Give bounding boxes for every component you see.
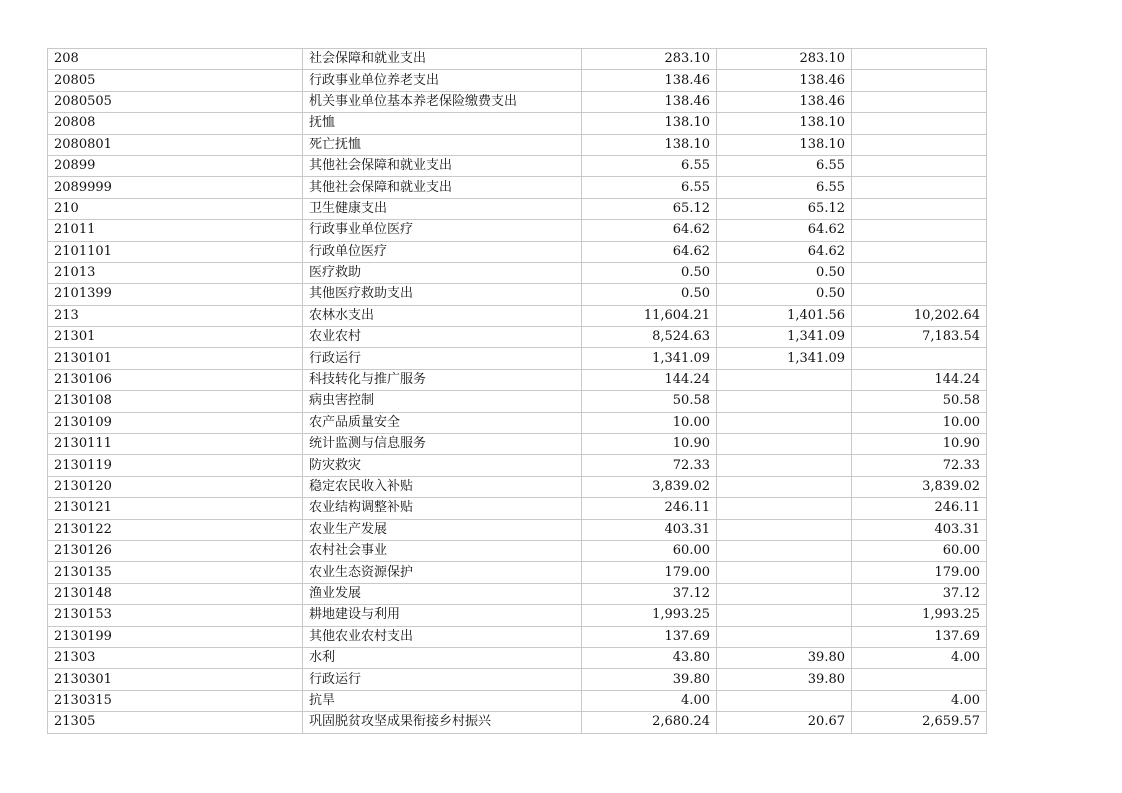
cell-account-code: 2080801: [48, 134, 303, 155]
table-row: [48, 391, 987, 412]
table-row: [48, 434, 987, 455]
cell-account-name: 行政运行: [303, 348, 582, 369]
cell-account-code: 2130119: [48, 455, 303, 476]
cell-account-code: 2130108: [48, 391, 303, 412]
table-row: [48, 498, 987, 519]
cell-account-code: 2130106: [48, 369, 303, 390]
table-row: [48, 305, 987, 326]
cell-project-expenditure: 72.33: [852, 455, 987, 476]
cell-account-name: 巩固脱贫攻坚成果衔接乡村振兴: [303, 712, 582, 733]
cell-basic-expenditure: [717, 519, 852, 540]
cell-total: 6.55: [582, 155, 717, 176]
cell-total: 179.00: [582, 562, 717, 583]
cell-project-expenditure: 4.00: [852, 690, 987, 711]
table-row: [48, 177, 987, 198]
cell-account-name: 行政事业单位医疗: [303, 220, 582, 241]
cell-project-expenditure: [852, 284, 987, 305]
cell-account-code: 210: [48, 198, 303, 219]
cell-account-name: 抚恤: [303, 113, 582, 134]
table-row: [48, 70, 987, 91]
cell-account-name: 其他医疗救助支出: [303, 284, 582, 305]
cell-total: 137.69: [582, 626, 717, 647]
cell-total: 10.00: [582, 412, 717, 433]
cell-basic-expenditure: 1,341.09: [717, 327, 852, 348]
cell-basic-expenditure: 0.50: [717, 262, 852, 283]
cell-project-expenditure: 37.12: [852, 583, 987, 604]
cell-account-name: 农产品质量安全: [303, 412, 582, 433]
table-row: [48, 669, 987, 690]
table-row: [48, 134, 987, 155]
cell-project-expenditure: 7,183.54: [852, 327, 987, 348]
cell-basic-expenditure: [717, 583, 852, 604]
table-row: [48, 540, 987, 561]
cell-total: 37.12: [582, 583, 717, 604]
cell-basic-expenditure: 6.55: [717, 155, 852, 176]
cell-account-code: 2130111: [48, 434, 303, 455]
expenditure-table: [47, 48, 987, 734]
cell-total: 64.62: [582, 220, 717, 241]
cell-total: 138.10: [582, 134, 717, 155]
cell-basic-expenditure: [717, 434, 852, 455]
cell-project-expenditure: 137.69: [852, 626, 987, 647]
cell-account-code: 20899: [48, 155, 303, 176]
cell-account-name: 农业生态资源保护: [303, 562, 582, 583]
cell-account-code: 2130101: [48, 348, 303, 369]
cell-total: 11,604.21: [582, 305, 717, 326]
table-row: [48, 220, 987, 241]
cell-total: 39.80: [582, 669, 717, 690]
cell-account-name: 防灾救灾: [303, 455, 582, 476]
cell-account-code: 2089999: [48, 177, 303, 198]
table-row: [48, 113, 987, 134]
cell-account-code: 21305: [48, 712, 303, 733]
cell-total: 10.90: [582, 434, 717, 455]
cell-account-code: 21303: [48, 647, 303, 668]
cell-project-expenditure: [852, 134, 987, 155]
cell-project-expenditure: 144.24: [852, 369, 987, 390]
cell-basic-expenditure: [717, 605, 852, 626]
cell-basic-expenditure: [717, 391, 852, 412]
cell-account-name: 病虫害控制: [303, 391, 582, 412]
cell-account-code: 2130315: [48, 690, 303, 711]
cell-total: 60.00: [582, 540, 717, 561]
cell-account-code: 213: [48, 305, 303, 326]
cell-project-expenditure: [852, 262, 987, 283]
cell-basic-expenditure: 1,341.09: [717, 348, 852, 369]
cell-account-name: 耕地建设与利用: [303, 605, 582, 626]
cell-account-name: 机关事业单位基本养老保险缴费支出: [303, 91, 582, 112]
cell-project-expenditure: [852, 177, 987, 198]
cell-total: 4.00: [582, 690, 717, 711]
table-row: [48, 241, 987, 262]
cell-account-name: 行政运行: [303, 669, 582, 690]
cell-basic-expenditure: 64.62: [717, 241, 852, 262]
cell-basic-expenditure: [717, 562, 852, 583]
cell-account-code: 21301: [48, 327, 303, 348]
cell-project-expenditure: 3,839.02: [852, 476, 987, 497]
cell-total: 72.33: [582, 455, 717, 476]
cell-total: 64.62: [582, 241, 717, 262]
table-row: [48, 198, 987, 219]
cell-account-code: 2130121: [48, 498, 303, 519]
table-row: [48, 412, 987, 433]
cell-project-expenditure: 10.00: [852, 412, 987, 433]
cell-account-name: 农业结构调整补贴: [303, 498, 582, 519]
cell-basic-expenditure: 138.10: [717, 134, 852, 155]
cell-account-name: 行政事业单位养老支出: [303, 70, 582, 91]
cell-total: 43.80: [582, 647, 717, 668]
table-row: [48, 348, 987, 369]
cell-account-name: 农业生产发展: [303, 519, 582, 540]
table-row: [48, 476, 987, 497]
cell-account-code: 2130135: [48, 562, 303, 583]
table-row: [48, 647, 987, 668]
cell-account-code: 2130148: [48, 583, 303, 604]
table-row: [48, 690, 987, 711]
cell-account-name: 农村社会事业: [303, 540, 582, 561]
cell-account-name: 行政单位医疗: [303, 241, 582, 262]
cell-basic-expenditure: 6.55: [717, 177, 852, 198]
cell-project-expenditure: 403.31: [852, 519, 987, 540]
cell-account-name: 渔业发展: [303, 583, 582, 604]
cell-project-expenditure: [852, 669, 987, 690]
cell-account-code: 20808: [48, 113, 303, 134]
cell-account-name: 水利: [303, 647, 582, 668]
table-body: [48, 49, 987, 734]
cell-basic-expenditure: [717, 498, 852, 519]
cell-total: 138.46: [582, 70, 717, 91]
cell-total: 8,524.63: [582, 327, 717, 348]
table-row: [48, 583, 987, 604]
cell-basic-expenditure: 39.80: [717, 647, 852, 668]
cell-account-code: 2130301: [48, 669, 303, 690]
table-row: [48, 91, 987, 112]
cell-project-expenditure: 10.90: [852, 434, 987, 455]
cell-account-name: 稳定农民收入补贴: [303, 476, 582, 497]
table-row: [48, 284, 987, 305]
cell-total: 65.12: [582, 198, 717, 219]
table-row: [48, 605, 987, 626]
cell-account-code: 2130122: [48, 519, 303, 540]
cell-total: 403.31: [582, 519, 717, 540]
table-row: [48, 712, 987, 733]
cell-account-code: 2101399: [48, 284, 303, 305]
cell-project-expenditure: 60.00: [852, 540, 987, 561]
cell-project-expenditure: 1,993.25: [852, 605, 987, 626]
cell-account-name: 统计监测与信息服务: [303, 434, 582, 455]
cell-account-name: 其他社会保障和就业支出: [303, 177, 582, 198]
cell-total: 283.10: [582, 49, 717, 70]
cell-total: 1,341.09: [582, 348, 717, 369]
cell-project-expenditure: [852, 49, 987, 70]
cell-project-expenditure: [852, 113, 987, 134]
cell-account-code: 2130199: [48, 626, 303, 647]
cell-basic-expenditure: 138.10: [717, 113, 852, 134]
cell-account-code: 208: [48, 49, 303, 70]
cell-basic-expenditure: [717, 540, 852, 561]
cell-account-name: 社会保障和就业支出: [303, 49, 582, 70]
cell-total: 138.46: [582, 91, 717, 112]
cell-account-name: 死亡抚恤: [303, 134, 582, 155]
cell-project-expenditure: [852, 70, 987, 91]
cell-project-expenditure: 179.00: [852, 562, 987, 583]
cell-basic-expenditure: 138.46: [717, 70, 852, 91]
cell-project-expenditure: 50.58: [852, 391, 987, 412]
cell-project-expenditure: 4.00: [852, 647, 987, 668]
cell-basic-expenditure: [717, 455, 852, 476]
cell-account-name: 医疗救助: [303, 262, 582, 283]
cell-total: 0.50: [582, 262, 717, 283]
cell-basic-expenditure: 39.80: [717, 669, 852, 690]
cell-account-code: 2130109: [48, 412, 303, 433]
cell-account-code: 2130153: [48, 605, 303, 626]
table-row: [48, 562, 987, 583]
cell-total: 6.55: [582, 177, 717, 198]
cell-basic-expenditure: [717, 369, 852, 390]
cell-account-name: 农林水支出: [303, 305, 582, 326]
cell-basic-expenditure: 65.12: [717, 198, 852, 219]
cell-account-code: 2080505: [48, 91, 303, 112]
cell-basic-expenditure: 64.62: [717, 220, 852, 241]
cell-account-name: 卫生健康支出: [303, 198, 582, 219]
cell-project-expenditure: [852, 155, 987, 176]
cell-basic-expenditure: [717, 690, 852, 711]
table-row: [48, 519, 987, 540]
cell-basic-expenditure: 138.46: [717, 91, 852, 112]
cell-account-name: 科技转化与推广服务: [303, 369, 582, 390]
cell-project-expenditure: [852, 241, 987, 262]
cell-account-code: 2130126: [48, 540, 303, 561]
table-row: [48, 155, 987, 176]
cell-basic-expenditure: 0.50: [717, 284, 852, 305]
cell-basic-expenditure: [717, 476, 852, 497]
cell-account-name: 其他农业农村支出: [303, 626, 582, 647]
cell-basic-expenditure: 283.10: [717, 49, 852, 70]
cell-account-code: 20805: [48, 70, 303, 91]
cell-total: 246.11: [582, 498, 717, 519]
cell-total: 0.50: [582, 284, 717, 305]
cell-account-code: 2130120: [48, 476, 303, 497]
cell-basic-expenditure: 1,401.56: [717, 305, 852, 326]
table-row: [48, 327, 987, 348]
table-row: [48, 626, 987, 647]
cell-project-expenditure: [852, 220, 987, 241]
cell-project-expenditure: [852, 198, 987, 219]
cell-project-expenditure: [852, 348, 987, 369]
table-row: [48, 369, 987, 390]
table-row: [48, 455, 987, 476]
cell-account-name: 其他社会保障和就业支出: [303, 155, 582, 176]
cell-total: 138.10: [582, 113, 717, 134]
cell-total: 50.58: [582, 391, 717, 412]
table-row: [48, 262, 987, 283]
cell-project-expenditure: 246.11: [852, 498, 987, 519]
cell-account-code: 21011: [48, 220, 303, 241]
cell-basic-expenditure: 20.67: [717, 712, 852, 733]
cell-total: 3,839.02: [582, 476, 717, 497]
cell-account-name: 抗旱: [303, 690, 582, 711]
cell-basic-expenditure: [717, 626, 852, 647]
cell-account-code: 2101101: [48, 241, 303, 262]
cell-project-expenditure: 2,659.57: [852, 712, 987, 733]
cell-total: 144.24: [582, 369, 717, 390]
cell-project-expenditure: [852, 91, 987, 112]
cell-account-code: 21013: [48, 262, 303, 283]
cell-total: 1,993.25: [582, 605, 717, 626]
table-row: [48, 49, 987, 70]
cell-basic-expenditure: [717, 412, 852, 433]
cell-account-name: 农业农村: [303, 327, 582, 348]
cell-project-expenditure: 10,202.64: [852, 305, 987, 326]
cell-total: 2,680.24: [582, 712, 717, 733]
